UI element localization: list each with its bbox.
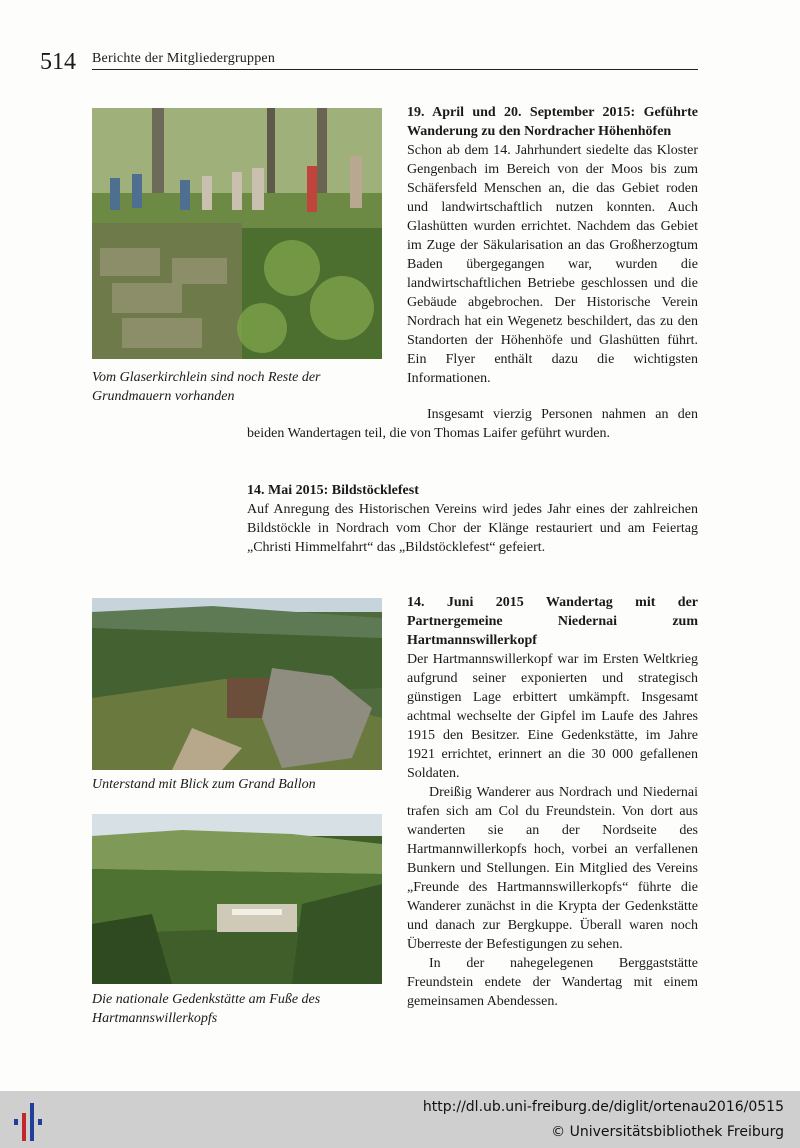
caption-photo-2: Unterstand mit Blick zum Grand Ballon bbox=[92, 777, 316, 792]
section-heading: 14. Mai 2015: Bildstöcklefest bbox=[247, 483, 419, 498]
photo-gedenkstaette bbox=[92, 814, 382, 984]
paragraph: Schon ab dem 14. Jahrhundert siedelte das Kloster Gengenbach im Bereich von der Moos bis zum Schäfersfeld Menschen an, die das Gebiet roden und landwirtschaftlich nutzen konnten. Auch Glashütten wurden errichtet. Nachdem das Gebiet im Zuge der Säkularisation an das Großherzogtum Baden übergegangen war, wurden die landwirtschaftlichen Betriebe geschlossen und die Gebäude abgebrochen. Der Historische Verein Nordrach hat ein Wegenetz beschildert, das zu den Standorten der Höhenhöfe und Glashütten führt. Ein Flyer enthält dazu die wichtigsten Informationen. bbox=[407, 143, 698, 386]
section-heading: 19. April und 20. September 2015: Geführte Wanderung zu den Nordracher Höhenhöfen bbox=[407, 105, 698, 139]
page-number: 514 bbox=[40, 49, 76, 75]
paragraph: In der nahegelegenen Berggaststätte Freundstein endete der Wandertag mit einem gemeinsamen Abendessen. bbox=[407, 956, 698, 1009]
running-head: Berichte der Mitgliedergruppen bbox=[92, 51, 276, 66]
library-logo-icon bbox=[10, 1101, 50, 1141]
section-heading: 14. Juni 2015 Wandertag mit der Partnergemeine Niedernai zum Hartmannswillerkopf bbox=[407, 595, 698, 648]
footer-bar bbox=[0, 1091, 800, 1148]
section-hartmannswillerkopf bbox=[407, 593, 698, 1011]
paragraph: Auf Anregung des Historischen Vereins wird jedes Jahr eines der zahlreichen Bildstöckle in Nordrach vom Chor der Klänge restauriert und am Feiertag „Christi Himmelfahrt“ das „Bildstöcklefest“ gefeiert. bbox=[247, 502, 698, 555]
header-rule bbox=[92, 69, 698, 70]
photo-unterstand bbox=[92, 598, 382, 770]
footer-url[interactable]: http://dl.ub.uni-freiburg.de/diglit/ortenau2016/0515 bbox=[422, 1099, 784, 1115]
photo-glaserkirchlein bbox=[92, 108, 382, 359]
section-bildstoecklefest bbox=[247, 481, 698, 557]
footer-copyright: © Universitätsbibliothek Freiburg bbox=[551, 1124, 784, 1140]
paragraph-participants bbox=[247, 405, 698, 443]
paragraph: Insgesamt vierzig Personen nahmen an den beiden Wandertagen teil, die von Thomas Laifer geführt wurden. bbox=[247, 407, 698, 441]
section-nordracher-hoehenhoefe bbox=[407, 103, 698, 388]
paragraph: Dreißig Wanderer aus Nordrach und Niedernai trafen sich am Col du Freundstein. Von dort aus wanderten sie an der Nordseite des Hartmannwillerkopfs hoch, vorbei an verfallenen Bunkern und Stellungen. Ein Mitglied des Vereins „Freunde des Hartmannswillerkopfs“ führte die Wanderer zunächst in die Krypta der Gedenkstätte und danach zur Bergkuppe. Überall waren noch Überreste der Befestigungen zu sehen. bbox=[407, 785, 698, 952]
caption-photo-1: Vom Glaserkirchlein sind noch Reste der Grundmauern vorhanden bbox=[92, 370, 321, 404]
caption-photo-3: Die nationale Gedenkstätte am Fuße des Hartmannswillerkopfs bbox=[92, 992, 321, 1026]
paragraph: Der Hartmannswillerkopf war im Ersten Weltkrieg aufgrund seiner exponierten und strategisch günstigen Lage erbittert umkämpft. Insgesamt achtmal wechselte der Gipfel im Laufe des Jahres 1915 den Besitzer. Eine Gedenkstätte, im Jahre 1921 errichtet, erinnert an die 30 000 gefallenen Soldaten. bbox=[407, 652, 698, 781]
